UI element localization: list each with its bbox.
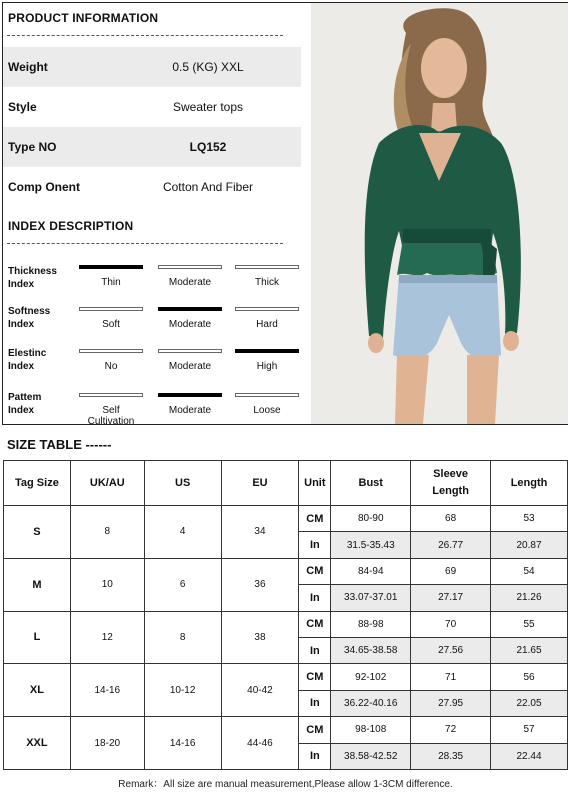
index-bar [79, 393, 143, 397]
product-photo [311, 3, 568, 424]
index-option [235, 393, 299, 416]
index-bar [235, 307, 299, 311]
cell-us: 6 [144, 558, 221, 611]
info-key: Style [8, 100, 37, 114]
cell-eu: 40-42 [221, 664, 299, 717]
size-table-body [4, 506, 568, 770]
divider [7, 243, 283, 244]
cell-unit: CM [299, 558, 331, 584]
cell-sleeve: 69 [411, 558, 491, 584]
cell-sleeve: 71 [411, 664, 491, 690]
index-option-label: Moderate [168, 361, 212, 372]
index-option-label: No [104, 361, 118, 372]
cell-sleeve: 70 [411, 611, 491, 637]
cell-uk-au: 14-16 [70, 664, 144, 717]
cell-eu: 44-46 [221, 717, 299, 770]
size-table-header [4, 461, 568, 506]
cell-us: 8 [144, 611, 221, 664]
cell-sleeve: 72 [411, 717, 491, 743]
cell-unit: CM [299, 506, 331, 532]
cell-bust: 84-94 [331, 558, 411, 584]
info-row-weight [3, 47, 301, 87]
cell-bust: 34.65-38.58 [331, 637, 411, 663]
cell-uk-au: 10 [70, 558, 144, 611]
cell-bust: 98-108 [331, 717, 411, 743]
index-option-label: Moderate [168, 319, 212, 330]
cell-length: 53 [491, 506, 568, 532]
cell-eu: 38 [221, 611, 299, 664]
cell-uk-au: 12 [70, 611, 144, 664]
cell-unit: In [299, 743, 331, 769]
cell-length: 22.44 [491, 743, 568, 769]
index-bar-selected [235, 349, 299, 353]
index-label [8, 265, 72, 291]
info-value: 0.5 (KG) XXL [172, 60, 244, 74]
header-uk-au: UK/AU [70, 461, 144, 506]
divider [7, 35, 283, 36]
index-label-line: Elestinc [8, 348, 47, 359]
cell-bust: 31.5-35.43 [331, 532, 411, 558]
index-option [158, 349, 222, 372]
info-row-type-no [3, 127, 301, 167]
cell-uk-au: 18-20 [70, 717, 144, 770]
cell-unit: In [299, 532, 331, 558]
index-row [3, 303, 301, 347]
header-tag-size: Tag Size [4, 461, 71, 506]
index-option [158, 265, 222, 288]
index-option [79, 349, 143, 372]
index-label-line: Index [8, 361, 35, 372]
index-bar-selected [158, 393, 222, 397]
product-panel [2, 2, 568, 425]
cell-tag-size: L [4, 611, 71, 664]
index-option-label: Hard [256, 319, 278, 330]
index-option-label: Moderate [168, 405, 212, 416]
table-row [4, 664, 568, 690]
cell-tag-size: XXL [4, 717, 71, 770]
index-bar [158, 265, 222, 269]
cell-length: 54 [491, 558, 568, 584]
info-value: LQ152 [189, 140, 227, 154]
index-bar [235, 265, 299, 269]
cell-bust: 92-102 [331, 664, 411, 690]
index-description-title: INDEX DESCRIPTION [8, 219, 134, 233]
info-key: Type NO [8, 140, 57, 154]
index-bar-selected [79, 265, 143, 269]
cell-length: 55 [491, 611, 568, 637]
index-option-label: High [256, 361, 278, 372]
cell-us: 14-16 [144, 717, 221, 770]
cell-unit: In [299, 690, 331, 716]
model-illustration [311, 3, 568, 424]
cell-bust: 88-98 [331, 611, 411, 637]
remark-text: Remark：All size are manual measurement,Please allow 1-3CM difference. [118, 779, 453, 790]
index-option-label: Loose [253, 405, 281, 416]
index-option-label: Soft [102, 319, 120, 330]
header-eu: EU [221, 461, 299, 506]
index-bar-selected [158, 307, 222, 311]
cell-length: 21.65 [491, 637, 568, 663]
cell-eu: 34 [221, 506, 299, 559]
index-option-label: Self Cultivation [87, 405, 135, 427]
index-option [79, 265, 143, 288]
info-row-component [3, 167, 301, 207]
header-sleeve-line-2: Length [432, 485, 469, 497]
header-sleeve-line-1: Sleeve [433, 468, 469, 480]
cell-us: 10-12 [144, 664, 221, 717]
header-bust: Bust [331, 461, 411, 506]
index-option [158, 393, 222, 416]
index-option-label: Moderate [168, 277, 212, 288]
cell-sleeve: 27.17 [411, 585, 491, 611]
info-value: Cotton And Fiber [162, 180, 254, 194]
info-key: Comp Onent [8, 180, 80, 194]
index-row [3, 345, 301, 389]
index-option [235, 349, 299, 372]
header-length: Length [491, 461, 568, 506]
cell-sleeve: 27.56 [411, 637, 491, 663]
cell-length: 22.05 [491, 690, 568, 716]
cell-unit: In [299, 637, 331, 663]
header-unit: Unit [299, 461, 331, 506]
index-option-label: Thin [101, 277, 121, 288]
cell-unit: CM [299, 611, 331, 637]
cell-uk-au: 8 [70, 506, 144, 559]
cell-length: 57 [491, 717, 568, 743]
header-us: US [144, 461, 221, 506]
index-label-line: Index [8, 319, 35, 330]
table-row [4, 717, 568, 743]
cell-tag-size: M [4, 558, 71, 611]
index-label-line: Softness [8, 306, 51, 317]
index-option [158, 307, 222, 330]
info-key: Weight [8, 60, 48, 74]
cell-tag-size: XL [4, 664, 71, 717]
cell-eu: 36 [221, 558, 299, 611]
index-option-label: Thick [255, 277, 279, 288]
index-label-line: Index [8, 405, 35, 416]
index-label-line: Index [8, 279, 35, 290]
index-option [235, 265, 299, 288]
cell-bust: 38.58-42.52 [331, 743, 411, 769]
info-value: Sweater tops [172, 100, 244, 114]
cell-sleeve: 68 [411, 506, 491, 532]
index-option [235, 307, 299, 330]
header-sleeve-length [411, 461, 491, 506]
cell-length: 21.26 [491, 585, 568, 611]
cell-length: 56 [491, 664, 568, 690]
product-info-title: PRODUCT INFORMATION [8, 11, 159, 25]
index-label [8, 347, 72, 373]
size-table [3, 460, 568, 770]
index-option [79, 393, 143, 427]
index-label [8, 305, 72, 331]
cell-sleeve: 27.95 [411, 690, 491, 716]
index-label-line: Pattem [8, 392, 42, 403]
cell-us: 4 [144, 506, 221, 559]
cell-tag-size: S [4, 506, 71, 559]
index-bar [79, 307, 143, 311]
index-option [79, 307, 143, 330]
cell-sleeve: 28.35 [411, 743, 491, 769]
cell-unit: CM [299, 664, 331, 690]
cell-unit: In [299, 585, 331, 611]
index-label [8, 391, 72, 417]
table-row [4, 611, 568, 637]
cell-bust: 33.07-37.01 [331, 585, 411, 611]
cell-unit: CM [299, 717, 331, 743]
table-row [4, 558, 568, 584]
index-row [3, 261, 301, 305]
index-row [3, 389, 301, 433]
product-info-section [3, 3, 301, 427]
cell-bust: 36.22-40.16 [331, 690, 411, 716]
info-row-style [3, 87, 301, 127]
table-row [4, 506, 568, 532]
size-table-title: SIZE TABLE ------ [7, 437, 112, 452]
cell-sleeve: 26.77 [411, 532, 491, 558]
index-bar [158, 349, 222, 353]
index-label-line: Thickness [8, 266, 57, 277]
cell-length: 20.87 [491, 532, 568, 558]
cell-bust: 80-90 [331, 506, 411, 532]
index-bar [235, 393, 299, 397]
index-bar [79, 349, 143, 353]
